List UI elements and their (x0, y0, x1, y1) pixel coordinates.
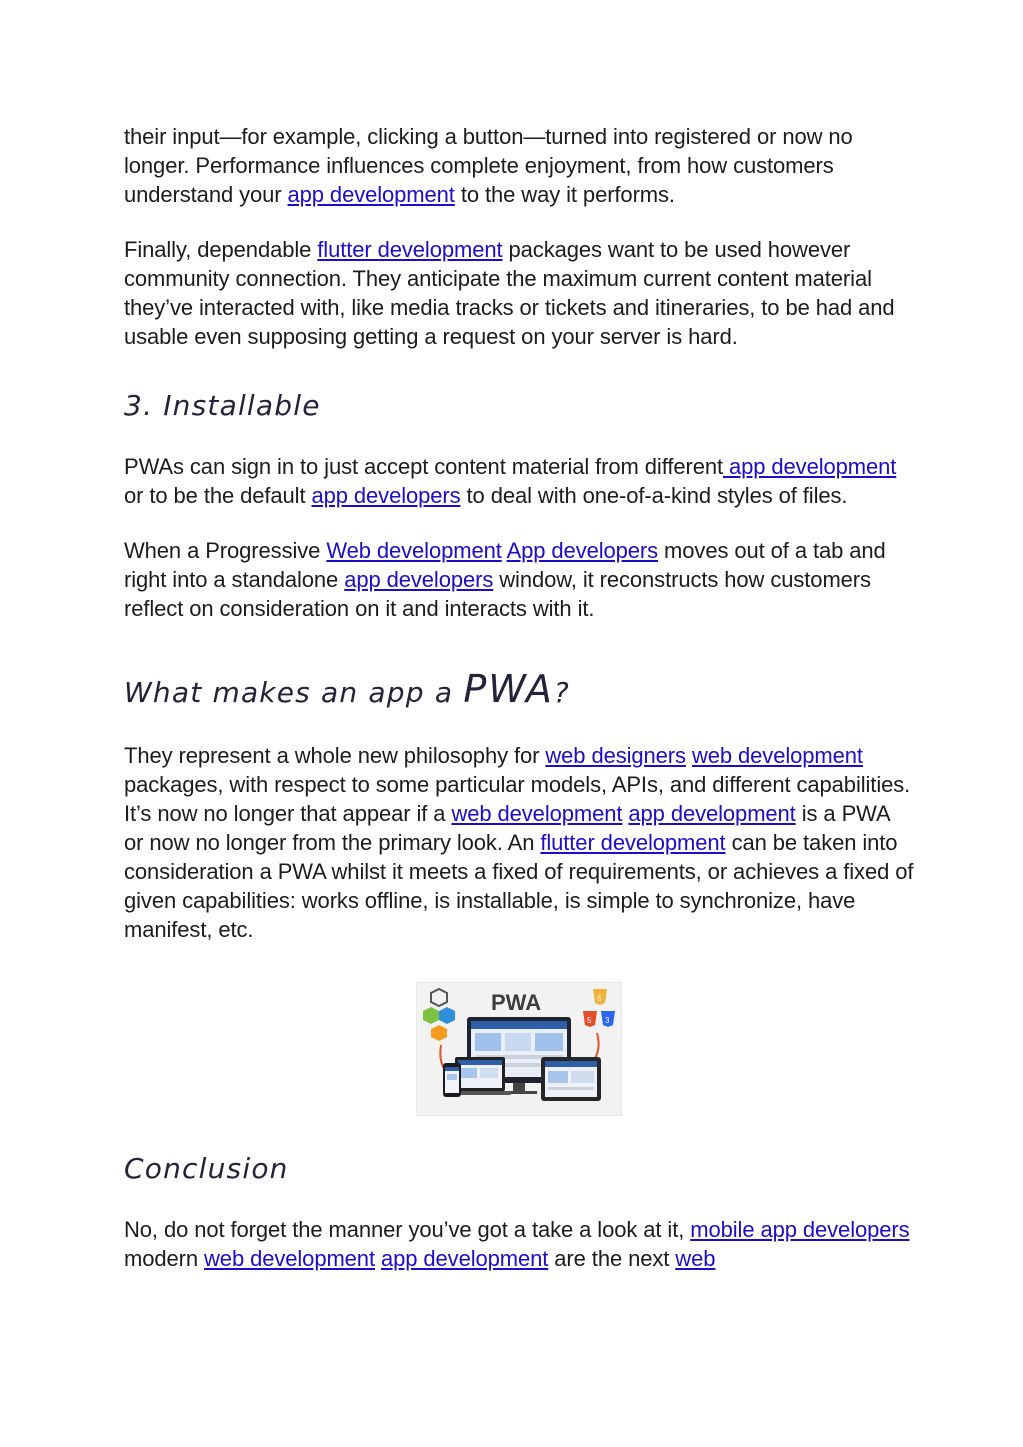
link-flutter-development[interactable]: flutter development (540, 830, 726, 855)
pwa-logo: PWA (491, 990, 542, 1015)
heading-text: ? (553, 676, 570, 709)
link-web[interactable]: web (675, 1246, 716, 1271)
paragraph-philosophy (124, 741, 914, 944)
text-run: is a PWA or now no longer from the primary look. An (124, 801, 890, 855)
paragraph-conclusion (124, 1215, 914, 1273)
text-run: to the way it performs. (454, 182, 675, 207)
link-app-development[interactable]: app development (628, 801, 796, 826)
hexagon-icons (423, 989, 455, 1041)
link-app-developers[interactable]: app developers (344, 567, 494, 592)
text-run: or to be the default (124, 483, 312, 508)
link-app-development[interactable]: app development (287, 182, 455, 207)
text-run: No, do not forget the manner you’ve got a take a look at it, (124, 1217, 691, 1242)
text-run: Finally, dependable (124, 237, 318, 262)
text-run: PWAs can sign in to just accept content material from different (124, 454, 723, 479)
link-web-development[interactable]: web development (204, 1246, 375, 1271)
link-web-development[interactable]: web development (451, 801, 623, 826)
document-page (124, 122, 914, 1273)
link-web-development[interactable]: Web development (326, 538, 502, 563)
text-run: They represent a whole new philosophy for (124, 743, 546, 768)
tablet (541, 1057, 601, 1101)
badge-text: 5 (587, 1016, 592, 1025)
link-web-designers[interactable]: web designers (545, 743, 686, 768)
badge-text: 5 (597, 994, 602, 1003)
link-app-developers[interactable]: App developers (506, 538, 659, 563)
link-app-development[interactable]: app development (722, 454, 897, 479)
paragraph-performance (124, 122, 914, 209)
text-run: to deal with one-of-a-kind styles of files. (460, 483, 848, 508)
paragraph-installable (124, 452, 914, 510)
phone (443, 1063, 461, 1097)
pwa-illustration-svg (417, 983, 621, 1115)
heading-text: What makes an app a (124, 676, 464, 709)
text-run: When a Progressive (124, 538, 327, 563)
figure-container (124, 982, 914, 1116)
text-run: packages want to be used however community connection. They anticipate the maximum current content material they’ve interacted with, like media tracks or tickets and itineraries, to be had and usable even supposing getting a request on your server is hard. (124, 237, 895, 349)
badge-text: 3 (605, 1016, 610, 1025)
link-app-developers[interactable]: app developers (311, 483, 461, 508)
text-run: modern (124, 1246, 205, 1271)
link-flutter-development[interactable]: flutter development (317, 237, 503, 262)
text-run: window, it reconstructs how customers reflect on consideration on it and interacts with it. (124, 567, 871, 621)
text-run: packages, with respect to some particular models, APIs, and different capabilities. It’s now no longer that appear if a (124, 772, 911, 826)
pwa-devices-illustration (416, 982, 622, 1116)
heading-installable: 3. Installable (124, 389, 321, 422)
heading-what-makes-pwa (124, 667, 914, 711)
link-mobile-app-developers[interactable]: mobile app developers (690, 1217, 910, 1242)
paragraph-offline (124, 235, 914, 351)
heading-pwa-emphasis: PWA (463, 667, 554, 711)
text-run: can be taken into consideration a PWA whilst it meets a fixed of requirements, or achieves a fixed of given capabilities: works offline, is installable, is simple to synchronize, have manifest, etc. (124, 830, 914, 942)
text-run: are the next (548, 1246, 676, 1271)
text-run: their input—for example, clicking a button—turned into registered or now no longer. Performance influences complete enjoyment, from how customers understand your (124, 124, 853, 207)
html-css-badges (583, 989, 615, 1027)
link-app-development[interactable]: app development (380, 1246, 549, 1271)
link-web-development[interactable]: web development (691, 743, 863, 768)
text-run: moves out of a tab and right into a standalone (124, 538, 886, 592)
heading-conclusion: Conclusion (124, 1152, 289, 1185)
paragraph-standalone (124, 536, 914, 623)
